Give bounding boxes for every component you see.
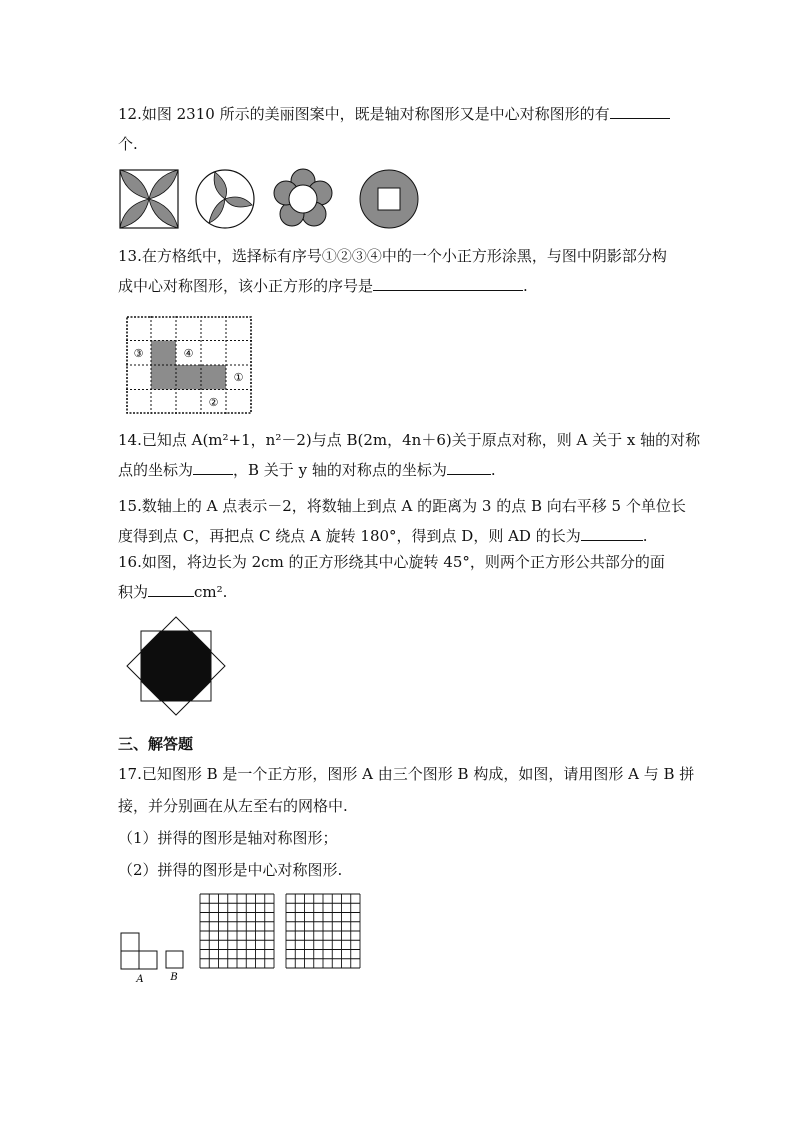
q12-answer-blank[interactable] — [610, 104, 670, 119]
shape-a-label: A — [136, 974, 144, 985]
shaded-cell — [151, 341, 176, 366]
shape-a-cell — [121, 933, 139, 951]
q12-text: 12.如图 2310 所示的美丽图案中，既是轴对称图形又是中心对称图形的有 — [118, 105, 610, 123]
q16-line2 — [118, 582, 227, 602]
q15-period: . — [642, 527, 648, 545]
q16-answer-blank[interactable] — [148, 582, 194, 597]
q17-line2: 接，并分别画在从左至右的网格中. — [118, 797, 348, 815]
shape-a-cell — [139, 951, 157, 969]
q13-line2 — [118, 276, 528, 296]
shape-a-cell — [121, 951, 139, 969]
q14-answer-blank-1[interactable] — [193, 460, 233, 475]
shaded-cell — [151, 365, 226, 390]
overlap-octagon — [141, 631, 211, 701]
q14-text-a: 点的坐标为 — [118, 461, 194, 479]
q17-grid-right[interactable] — [285, 893, 361, 969]
pattern-coin — [360, 170, 418, 228]
q17-item2: （2）拼得的图形是中心对称图形. — [118, 861, 343, 879]
q12-line2: 个. — [118, 135, 138, 153]
grid-label-3: ③ — [133, 347, 144, 360]
q17-grid-left[interactable] — [199, 893, 275, 969]
q12-patterns-figure — [118, 166, 428, 230]
q13-text: 成中心对称图形，该小正方形的序号是 — [118, 277, 374, 295]
q15-line2 — [118, 526, 648, 546]
q16-rotated-squares-figure — [125, 616, 227, 716]
grid-label-2: ② — [208, 396, 219, 409]
q16-text: 积为 — [118, 583, 149, 601]
q16-unit: cm². — [194, 583, 228, 601]
q17-shapes-figure — [118, 930, 188, 986]
pattern-flower — [274, 169, 332, 226]
q14-answer-blank-2[interactable] — [447, 460, 491, 475]
q14-line2 — [118, 460, 496, 480]
q13-line1: 13.在方格纸中，选择标有序号①②③④中的一个小正方形涂黑，与图中阴影部分构 — [118, 247, 667, 265]
q13-period: . — [523, 277, 528, 295]
q15-line1: 15.数轴上的 A 点表示－2，将数轴上到点 A 的距离为 3 的点 B 向右平移 5 个单位长 — [118, 497, 686, 515]
q15-text: 度得到点 C，再把点 C 绕点 A 旋转 180°，得到点 D，则 AD 的长为 — [118, 527, 581, 545]
q12-line1 — [118, 104, 670, 124]
shape-b-label: B — [170, 972, 178, 983]
q13-grid-figure — [126, 316, 252, 414]
q14-period: . — [490, 461, 496, 479]
q14-text-b: ，B 关于 y 轴的对称点的坐标为 — [233, 461, 447, 479]
q13-answer-blank[interactable] — [373, 276, 523, 291]
shape-b-square — [166, 951, 183, 968]
q16-line1: 16.如图，将边长为 2cm 的正方形绕其中心旋转 45°，则两个正方形公共部分的面 — [118, 553, 665, 571]
pattern-circle-blades — [196, 170, 254, 228]
section-3-title: 三、解答题 — [118, 735, 194, 753]
q15-answer-blank[interactable] — [581, 526, 643, 541]
grid-label-4: ④ — [183, 347, 194, 360]
q17-line1: 17.已知图形 B 是一个正方形，图形 A 由三个图形 B 构成，如图，请用图形 A 与 B 拼 — [118, 765, 695, 783]
q17-item1: （1）拼得的图形是轴对称图形； — [118, 829, 338, 847]
grid-label-1: ① — [233, 371, 244, 384]
pattern-square-petals — [120, 170, 178, 228]
q14-line1: 14.已知点 A(m²+1，n²－2)与点 B(2m，4n＋6)关于原点对称，则 A 关于 x 轴的对称 — [118, 431, 701, 449]
